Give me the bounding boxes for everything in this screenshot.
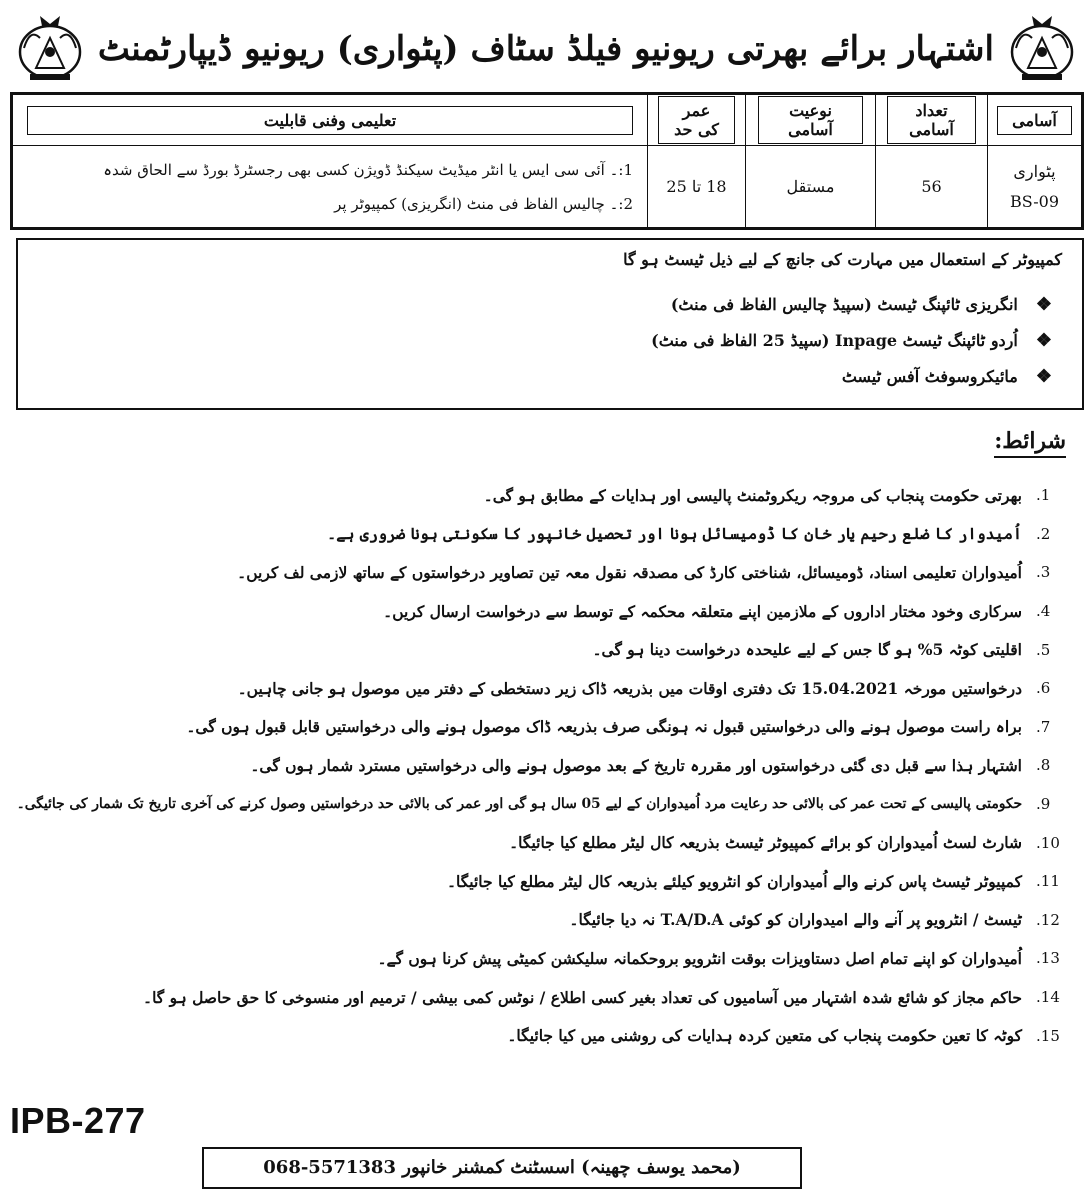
posts-table [10,92,1084,230]
post-nature: مستقل [746,146,876,228]
list-item: 8. اشتہار ہذا سے قبل دی گئی درخواستوں اور مقررہ تاریخ کے بعد موصول ہونے والی درخواستیں مسترد شمار ہوں گی۔ [250,755,1051,775]
list-item: 15. کوٹہ کا تعین حکومت پنجاب کی متعین کردہ ہدایات کی روشنی میں کیا جائیگا۔ [507,1026,1060,1046]
list-item: 3. اُمیدواران تعلیمی اسناد، ڈومیسائل، شناختی کارڈ کی مصدقہ نقول معہ تین تصاویر درخواستوں کے ساتھ لازمی لف کریں۔ [237,562,1051,582]
header-post: آسامی [997,106,1072,135]
list-item: 7. براہ راست موصول ہونے والی درخواستیں قبول نہ ہونگی صرف بذریعہ ڈاک موصول ہونے والی درخواستیں قابل قبول ہوں گی۔ [186,717,1051,737]
diamond-bullet-icon: ❖ [1035,329,1052,351]
table-row [13,146,1082,228]
conditions-heading: شرائط: [994,428,1066,454]
header-count: تعداد آسامی [887,96,976,144]
punjab-emblem-icon [10,8,90,86]
heading-underline [994,456,1066,458]
diamond-bullet-icon: ❖ [1035,365,1052,387]
list-item: 4. سرکاری وخود مختار اداروں کے ملازمین اپنے متعلقہ محکمہ کے توسط سے درخواست ارسال کریں۔ [383,601,1051,621]
table-header-row [13,95,1082,146]
skills-test-box [16,238,1084,410]
list-item: ❖ اُردو ٹائپنگ ٹیسٹ Inpage (سپیڈ 25 الفاظ فی منٹ) [651,329,1052,351]
list-item: 11. کمپیوٹر ٹیسٹ پاس کرنے والے اُمیدواران کو انٹرویو کیلئے بذریعہ کال لیٹر مطلع کیا جائیگا۔ [446,871,1060,891]
list-item: ❖ انگریزی ٹائپنگ ٹیسٹ (سپیڈ چالیس الفاظ فی منٹ) [670,293,1052,315]
skills-list [651,286,1052,394]
list-item: 5. اقلیتی کوٹہ 5% ہو گا جس کے لیے علیحدہ درخواست دینا ہو گی۔ [592,640,1051,660]
list-item: 9. حکومتی پالیسی کے تحت عمر کی بالائی حد رعایت مرد اُمیدواران کے لیے 05 سال ہو گی اور عمر کی بالائی حد درخواستیں وصول کرنے کی آخری تاریخ تک شمار کی جائیگی۔ [16,795,1051,814]
conditions-list [8,476,1068,1055]
phone-number: 068-5571383 [263,1157,396,1178]
age-limit: 18 تا 25 [648,146,746,228]
list-item: 1. بھرتی حکومت پنجاب کی مروجہ ریکروٹمنٹ پالیسی اور ہدایات کے مطابق ہو گی۔ [483,485,1051,505]
post-name: پٹواری [1013,161,1056,181]
page-title: اشتہار برائے بھرتی ریونیو فیلڈ سٹاف (پٹواری) ریونیو ڈیپارٹمنٹ [97,29,994,69]
header [8,6,1084,92]
diamond-bullet-icon: ❖ [1035,293,1052,315]
skills-intro: کمپیوٹر کے استعمال میں مہارت کی جانچ کے لیے ذیل ٹیسٹ ہو گا [623,250,1062,269]
post-count: 56 [876,146,988,228]
list-item: ❖ مائیکروسوفٹ آفس ٹیسٹ [841,365,1052,387]
post-scale: BS-09 [1009,191,1060,211]
signatory: (محمد یوسف چھینہ) اسسٹنٹ کمشنر خانپور [402,1157,741,1178]
list-item: 10. شارٹ لسٹ اُمیدواران کو برائے کمپیوٹر ٹیسٹ بذریعہ کال لیٹر مطلع کیا جائیگا۔ [509,833,1060,853]
list-item: 14. حاکم مجاز کو شائع شدہ اشتہار میں آسامیوں کی تعداد بغیر کسی اطلاع / نوٹس کمی بیشی / ترمیم اور منسوخی کا حق حاصل ہو گا۔ [143,987,1060,1007]
qualification-2: 2:۔ چالیس الفاظ فی منٹ (انگریزی) کمپیوٹر پر [334,194,633,213]
list-item: 2. اُمیدوار کا ضلع رحیم یار خان کا ڈومیسائل ہونا اور تحصیل خانپور کا سکونتی ہونا ضروری ہے۔ [327,524,1051,544]
signature-box [202,1147,802,1189]
list-item: 13. اُمیدواران کو اپنے تمام اصل دستاویزات بوقت انٹرویو بروحکمانہ سلیکشن کمیٹی پیش کرنا ہوں گے۔ [377,948,1060,968]
header-age: عمر کی حد [658,96,736,144]
ipb-code: IPB-277 [10,1100,146,1141]
list-item: 6. درخواستیں مورخہ 15.04.2021 تک دفتری اوقات میں بذریعہ ڈاک زیر دستخطی کے دفتر میں موصول ہو جانی چاہیں۔ [237,678,1051,698]
header-qualification: تعلیمی وفنی قابلیت [27,106,634,135]
header-nature: نوعیت آسامی [758,96,862,144]
punjab-emblem-icon [1002,8,1082,86]
qualification-1: 1:۔ آئی سی ایس یا انٹر میڈیٹ سیکنڈ ڈویژن کسی بھی رجسٹرڈ بورڈ سے الحاق شدہ [103,160,633,179]
list-item: 12. ٹیسٹ / انٹرویو پر آنے والے امیدواران کو کوئی T.A/D.A نہ دیا جائیگا۔ [569,910,1060,930]
